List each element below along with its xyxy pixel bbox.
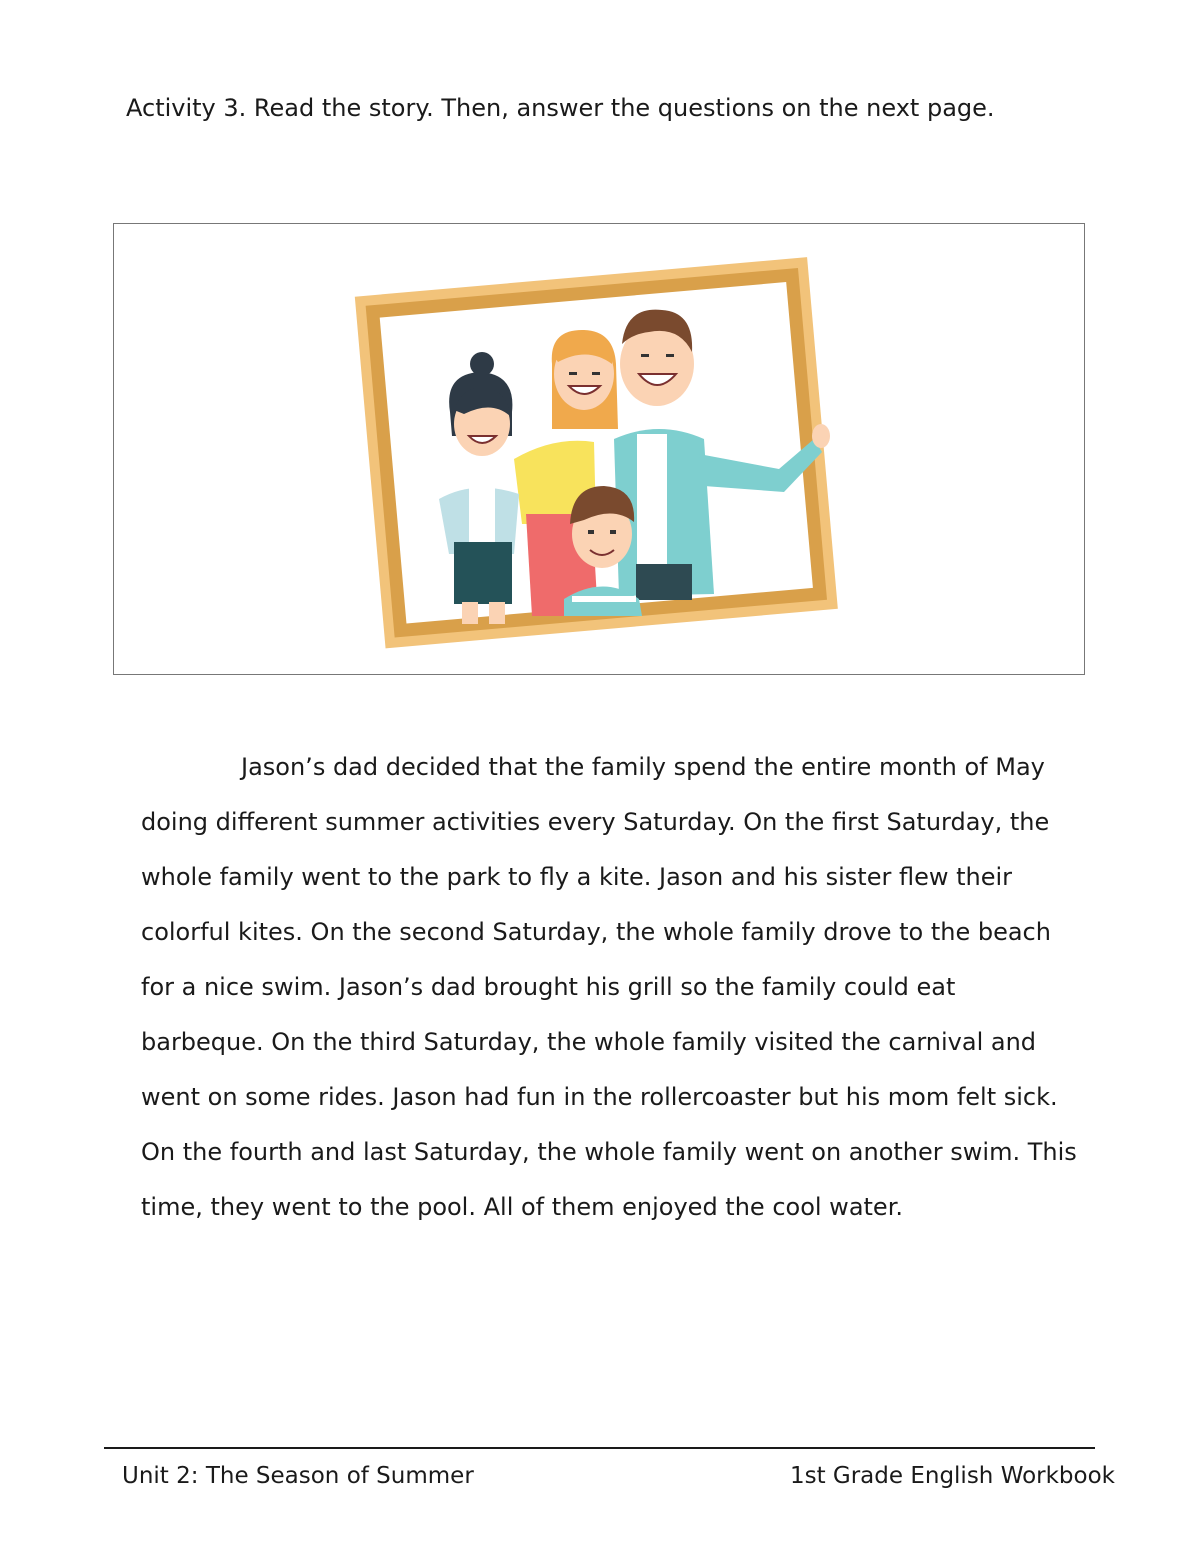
story-line: whole family went to the park to fly a kite. Jason and his sister flew their <box>141 863 1013 891</box>
story-line: barbeque. On the third Saturday, the whole family visited the carnival and <box>141 1028 1037 1056</box>
story-line: On the fourth and last Saturday, the whole family went on another swim. This <box>141 1138 1077 1166</box>
illustration-box <box>113 223 1085 675</box>
activity-instruction: Activity 3. Read the story. Then, answer the questions on the next page. <box>126 94 995 122</box>
story-line: went on some rides. Jason had fun in the rollercoaster but his mom felt sick. <box>141 1083 1058 1111</box>
footer-workbook-title: 1st Grade English Workbook <box>789 1463 1115 1489</box>
story-text <box>141 740 1101 1235</box>
story-line: doing different summer activities every Saturday. On the first Saturday, the <box>141 808 1050 836</box>
footer-divider <box>104 1447 1095 1449</box>
footer-unit-title: Unit 2: The Season of Summer <box>122 1463 474 1489</box>
story-line: for a nice swim. Jason’s dad brought his grill so the family could eat <box>141 973 956 1001</box>
story-line: colorful kites. On the second Saturday, the whole family drove to the beach <box>141 918 1051 946</box>
family-photo-frame-illustration-icon <box>114 224 1084 674</box>
story-line: Jason’s dad decided that the family spend the entire month of May <box>241 753 1045 781</box>
story-line: time, they went to the pool. All of them enjoyed the cool water. <box>141 1193 903 1221</box>
